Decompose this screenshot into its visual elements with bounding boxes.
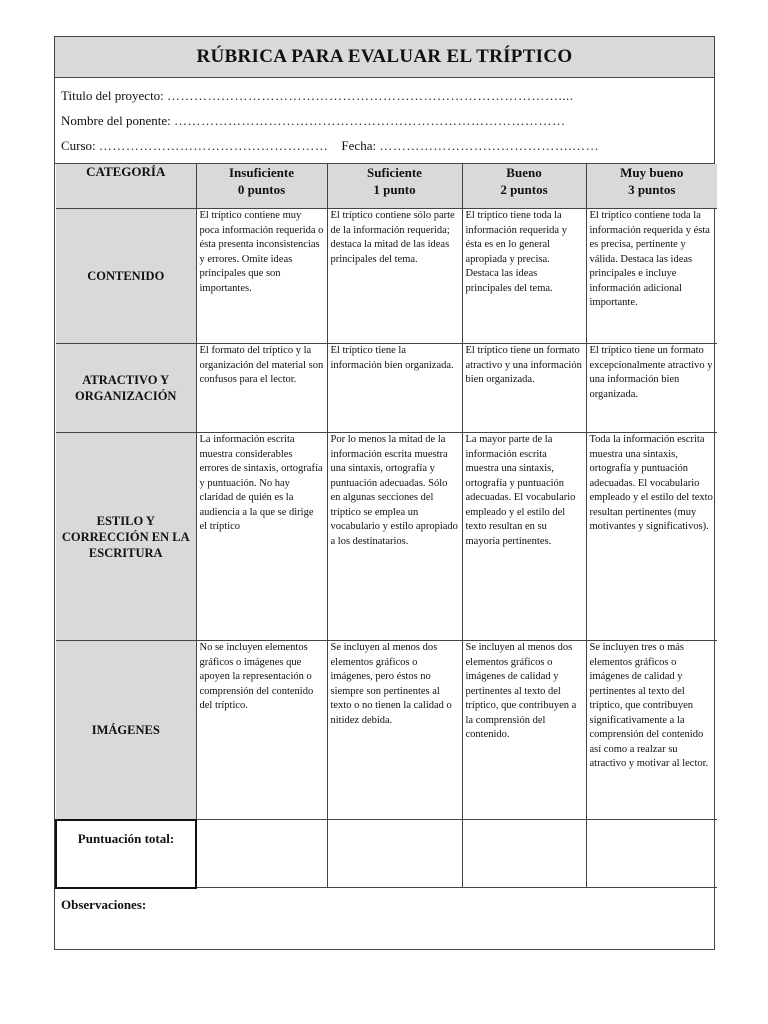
category-cell: IMÁGENES (56, 641, 196, 820)
total-score-cell[interactable] (586, 820, 717, 888)
level-name: Bueno (506, 165, 542, 180)
rubric-row-atractivo (56, 344, 717, 433)
speaker-name-line (61, 109, 708, 134)
level-name: Insuficiente (229, 165, 294, 180)
date-label: Fecha: (341, 138, 377, 153)
criteria-cell: El tríptico tiene la información bien organizada. (327, 344, 462, 433)
criteria-cell: Se incluyen al menos dos elementos gráficos o imágenes de calidad y pertinentes al texto del tríptico, que contribuyen a la comprensión del contenido. (462, 641, 586, 820)
level-header-muy-bueno (586, 164, 717, 209)
criteria-cell: El tríptico contiene toda la información requerida y ésta es precisa, pertinente y válida. Destaca las ideas principales e incluye información adicional importante. (586, 209, 717, 344)
category-header: CATEGORÍA (56, 164, 196, 209)
header-row (56, 164, 717, 209)
category-cell: CONTENIDO (56, 209, 196, 344)
criteria-cell: Toda la información escrita muestra una sintaxis, ortografía y puntuación adecuadas. El vocabulario empleado y el estilo del texto resultan pertinentes (muy motivantes y significativos). (586, 433, 717, 641)
level-header-suficiente (327, 164, 462, 209)
criteria-cell: El tríptico tiene un formato atractivo y una información bien organizada. (462, 344, 586, 433)
page-title: RÚBRICA PARA EVALUAR EL TRÍPTICO (55, 37, 714, 78)
course-field[interactable]: …………………………………………… (98, 138, 329, 153)
level-points: 0 puntos (237, 182, 286, 197)
criteria-cell: El tríptico tiene toda la información requerida y ésta es en lo general apropiada y precisa. Destaca las ideas principales del tema. (462, 209, 586, 344)
criteria-cell: La mayor parte de la información escrita muestra una sintaxis, ortografía y puntuación adecuadas. El vocabulario empleado y el estilo del texto resultan en su mayoría pertinentes. (462, 433, 586, 641)
speaker-name-field[interactable]: …………………………………………………………………………… (174, 113, 566, 128)
criteria-cell: El tríptico contiene sólo parte de la información requerida; destaca la mitad de las ideas principales del tema. (327, 209, 462, 344)
date-field[interactable]: …………………………………….…… (379, 138, 600, 153)
level-points: 3 puntos (628, 182, 676, 197)
rubric-row-imagenes (56, 641, 717, 820)
project-title-label: Titulo del proyecto: (61, 88, 164, 103)
total-score-cell[interactable] (196, 820, 327, 888)
total-score-row (56, 820, 717, 888)
course-date-line (61, 134, 708, 159)
criteria-cell: Se incluyen tres o más elementos gráficos o imágenes de calidad y pertinentes al texto del tríptico, que contribuyen significativamente a la comprensión del contenido así como a realzar su atractivo y motivar al lector. (586, 641, 717, 820)
level-name: Muy bueno (620, 165, 684, 180)
category-cell: ATRACTIVO Y ORGANIZACIÓN (56, 344, 196, 433)
criteria-cell: Por lo menos la mitad de la información escrita muestra una sintaxis, ortografía y puntuación adecuadas. Sólo en algunas secciones del tríptico se emplea un vocabulario y estilo apropiado a los destinatarios. (327, 433, 462, 641)
level-points: 1 punto (373, 182, 416, 197)
total-score-cell[interactable] (462, 820, 586, 888)
project-info (55, 78, 714, 164)
rubric-sheet (54, 36, 715, 950)
project-title-field[interactable]: …………………………………………………………………………….... (167, 88, 574, 103)
total-score-label: Puntuación total: (56, 820, 196, 888)
observations-field[interactable] (55, 889, 714, 949)
level-header-bueno (462, 164, 586, 209)
level-points: 2 puntos (500, 182, 548, 197)
observations-label: Observaciones: (61, 896, 147, 912)
project-title-line (61, 84, 708, 109)
total-score-cell[interactable] (327, 820, 462, 888)
criteria-cell: No se incluyen elementos gráficos o imágenes que apoyen la representación o comprensión del contenido del tríptico. (196, 641, 327, 820)
criteria-cell: El tríptico contiene muy poca información requerida o ésta presenta inconsistencias y errores. Omite ideas principales que son importantes. (196, 209, 327, 344)
level-name: Suficiente (367, 165, 422, 180)
category-cell: ESTILO Y CORRECCIÓN EN LA ESCRITURA (56, 433, 196, 641)
criteria-cell: El formato del tríptico y la organización del material son confusos para el lector. (196, 344, 327, 433)
rubric-row-contenido (56, 209, 717, 344)
level-header-insuficiente (196, 164, 327, 209)
rubric-table (55, 164, 717, 889)
speaker-name-label: Nombre del ponente: (61, 113, 171, 128)
criteria-cell: El tríptico tiene un formato excepcionalmente atractivo y una información bien organizada. (586, 344, 717, 433)
rubric-row-estilo (56, 433, 717, 641)
course-label: Curso: (61, 138, 96, 153)
criteria-cell: La información escrita muestra considerables errores de sintaxis, ortografía y puntuación. No hay claridad de quién es la audiencia a la que se dirige el tríptico (196, 433, 327, 641)
criteria-cell: Se incluyen al menos dos elementos gráficos o imágenes, pero éstos no siempre son pertinentes al texto o no tienen la calidad o nitidez debida. (327, 641, 462, 820)
